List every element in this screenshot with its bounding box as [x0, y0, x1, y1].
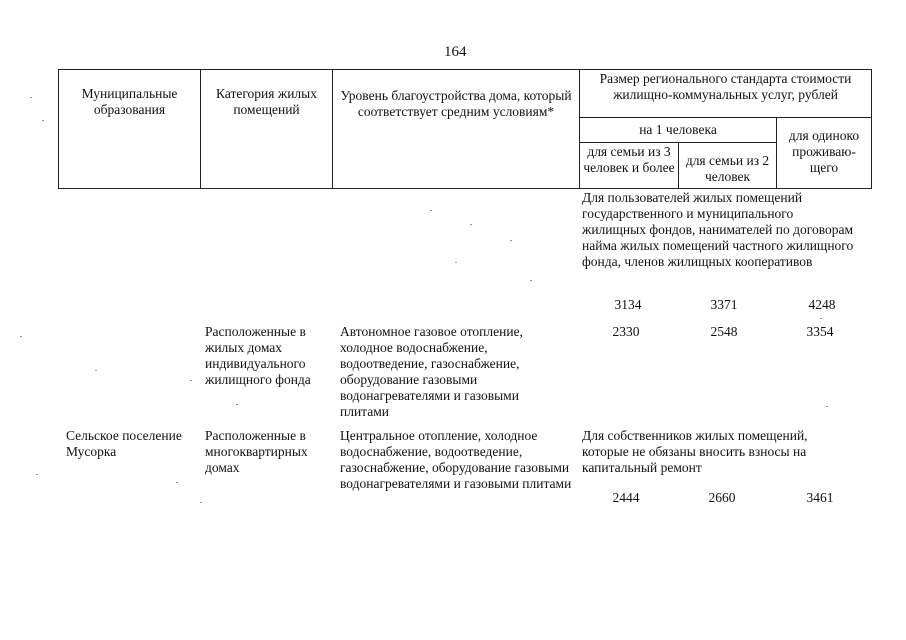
header-municipality: Муниципальные образования	[59, 70, 201, 189]
row3-category: Расположенные в многоквартирных домах	[205, 428, 308, 475]
row2-value-family2: 2548	[710, 324, 738, 339]
row1-note: Для пользователей жилых помещений государственного и муниципального жилищных фондов, нанимателей по договорам найма жилых помещений частного жилищного фонда, членов жилищных кооперативов	[582, 190, 854, 269]
row2-value-single: 3354	[806, 324, 834, 339]
row3-value-family2: 2660	[708, 490, 736, 505]
row3-value-single: 3461	[806, 490, 834, 505]
header-single: для одиноко проживаю-щего	[777, 118, 872, 189]
row1-value-family2: 3371	[710, 297, 738, 312]
row3-level: Центральное отопление, холодное водоснабжение, водоотведение, газоснабжение, оборудование газовыми водонагревателями и газовыми плитами	[340, 428, 572, 491]
row2-level: Автономное газовое отопление, холодное водоснабжение, водоотведение, газоснабжение, оборудование газовыми водонагревателями и газовыми плитами	[340, 324, 523, 419]
page-number: 164	[444, 44, 467, 60]
table-header	[58, 69, 872, 189]
row1-value-family3: 3134	[614, 297, 642, 312]
row3-municipality: Сельское поселение Мусорка	[66, 428, 182, 459]
header-family2: для семьи из 2 человек	[679, 143, 777, 189]
row2-category: Расположенные в жилых домах индивидуального жилищного фонда	[205, 324, 311, 387]
header-family3: для семьи из 3 человек и более	[580, 143, 679, 189]
header-per-person: на 1 человека	[580, 118, 777, 143]
header-category: Категория жилых помещений	[201, 70, 333, 189]
row3-value-family3: 2444	[612, 490, 640, 505]
row2-value-family3: 2330	[612, 324, 640, 339]
header-level: Уровень благоустройства дома, который соответствует средним условиям*	[333, 70, 580, 189]
row3-note: Для собственников жилых помещений, которые не обязаны вносить взносы на капитальный ремонт	[582, 428, 808, 475]
header-standard: Размер регионального стандарта стоимости жилищно-коммунальных услуг, рублей	[580, 70, 872, 118]
row1-value-single: 4248	[808, 297, 836, 312]
